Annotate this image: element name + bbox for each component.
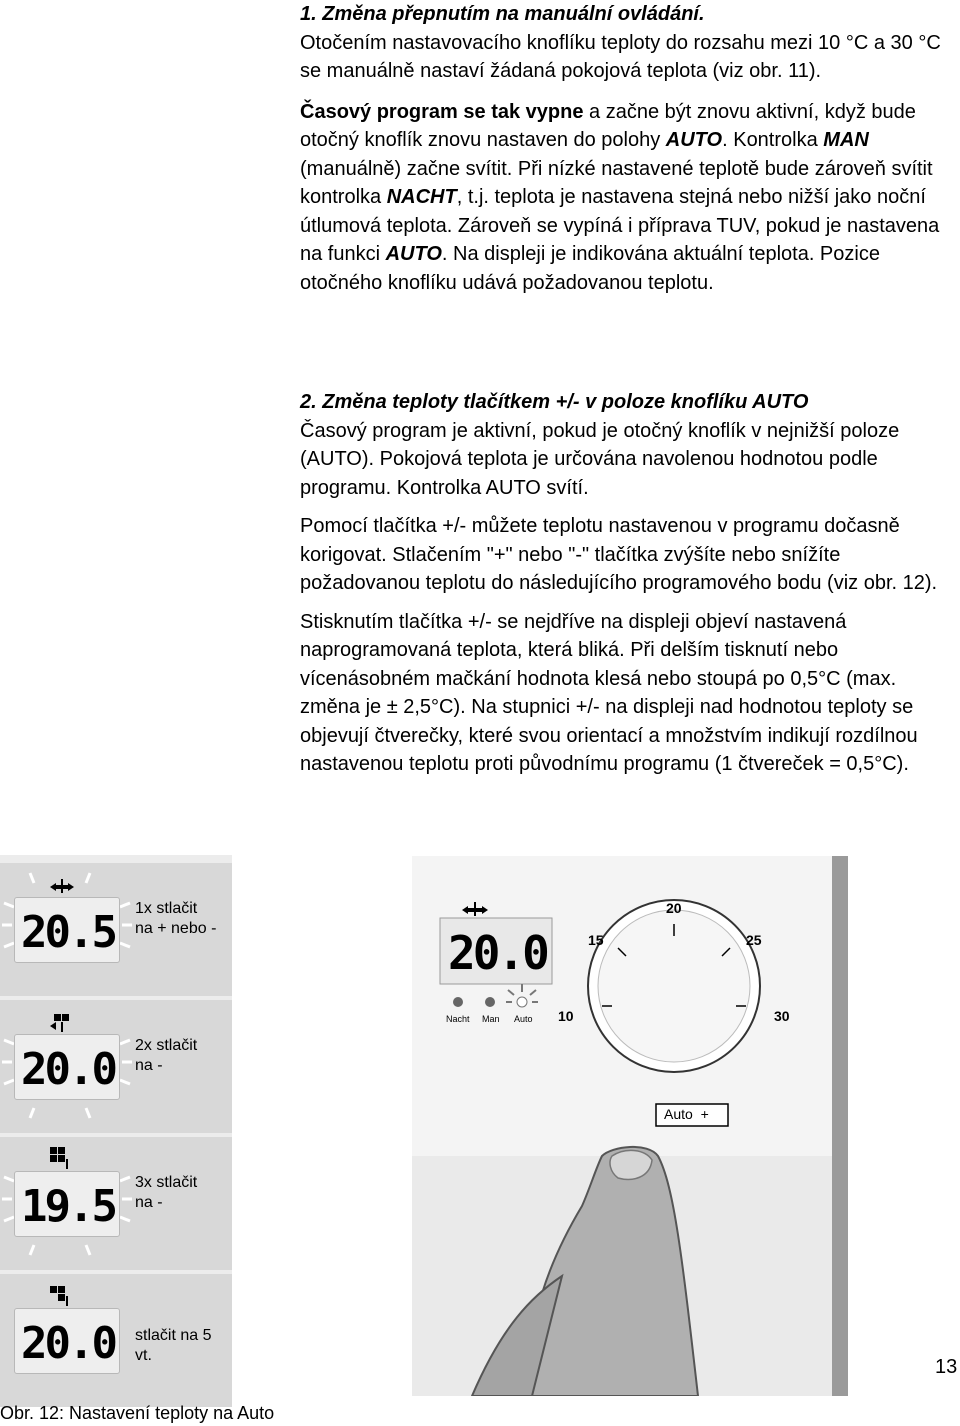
section-2-paragraph-1: Časový program je aktivní, pokud je otočný knoflík v nejnižší poloze (AUTO). Pokojová teplota je určována navolenou hodnotou podle programu. Kontrolka AUTO svítí. — [300, 419, 900, 499]
scale-label-20: 20 — [666, 900, 682, 916]
section-2 — [300, 388, 955, 779]
led-label-man: Man — [482, 1014, 500, 1024]
section-2-paragraph-3: Stisknutím tlačítka +/- se nejdříve na displeji objeví nastavená naprogramovaná teplota, která bliká. Při delším tisknutí nebo vícenásobném mačkání hodnota klesá nebo stoupá po 0,5°C (max. změna je ± 2,5°C). Na stupnici +/- na displeji nad hodnotou teploty se objevují čtverečky, které svou orientací a množstvím indikují rozdílnou nastavenou teplotu proti původnímu programu (1 čtvereček = 0,5°C). — [300, 610, 918, 775]
led-label-auto: Auto — [514, 1014, 533, 1024]
panel-label: 1x stlačit na + nebo - — [135, 900, 217, 937]
lcd-display: 20.0 — [14, 1308, 120, 1374]
section-1 — [300, 0, 955, 297]
scale-label-15: 15 — [588, 932, 604, 948]
display-panel-4 — [0, 1274, 232, 1407]
panel-label: 2x stlačit na - — [135, 1037, 198, 1074]
led-label-nacht: Nacht — [446, 1014, 470, 1024]
page-number: 13 — [935, 1356, 958, 1378]
panel-label: 3x stlačit na - — [135, 1174, 198, 1211]
lcd-display: 20.0 — [14, 1034, 120, 1100]
section-1-heading: 1. Změna přepnutím na manuální ovládání. — [300, 3, 705, 25]
display-panel-2 — [0, 1000, 232, 1133]
auto-plus-button[interactable]: Auto + — [664, 1106, 709, 1122]
lcd-display: 20.5 — [14, 897, 120, 963]
thermostat-photo — [412, 856, 848, 1396]
section-2-paragraph-2: Pomocí tlačítka +/- můžete teplotu nastavenou v programu dočasně korigovat. Stlačením "+" nebo "-" tlačítka zvýšíte nebo snížíte požadovanou teplotu do následujícího programového bodu (viz obr. 12). — [300, 515, 938, 594]
scale-label-10: 10 — [558, 1008, 574, 1024]
scale-label-25: 25 — [746, 932, 762, 948]
figure-caption: Obr. 12: Nastavení teploty na Auto — [0, 1403, 275, 1423]
display-panel-3 — [0, 1137, 232, 1270]
device-display: 20.0 — [448, 926, 547, 980]
section-1-paragraph-2: Časový program se tak vypne a začne být znovu aktivní, když bude otočný knoflík znovu nastaven do polohy AUTO. Kontrolka MAN (manuálně) začne svítit. Při nízké nastavené teplotě bude zároveň svítit kontrolka NACHT, t.j. teplota je nastavena stejná nebo nižší jako noční útlumová teplota. Zároveň se vypíná i příprava TUV, pokud je nastavena na funkci AUTO. Na displeji je indikována aktuální teplota. Pozice otočného knoflíku udává požadovanou teplotu. — [300, 100, 940, 294]
section-1-paragraph-1: Otočením nastavovacího knoflíku teploty do rozsahu mezi 10 °C a 30 °C se manuálně nastaví žádaná pokojová teplota (viz obr. 11). — [300, 31, 941, 82]
scale-label-30: 30 — [774, 1008, 790, 1024]
lcd-display: 19.5 — [14, 1171, 120, 1237]
display-panel-1 — [0, 863, 232, 996]
display-sequence-figure — [0, 855, 232, 1397]
section-2-heading: 2. Změna teploty tlačítkem +/- v poloze knoflíku AUTO — [300, 391, 809, 413]
panel-label: stlačit na 5 vt. — [135, 1327, 212, 1364]
